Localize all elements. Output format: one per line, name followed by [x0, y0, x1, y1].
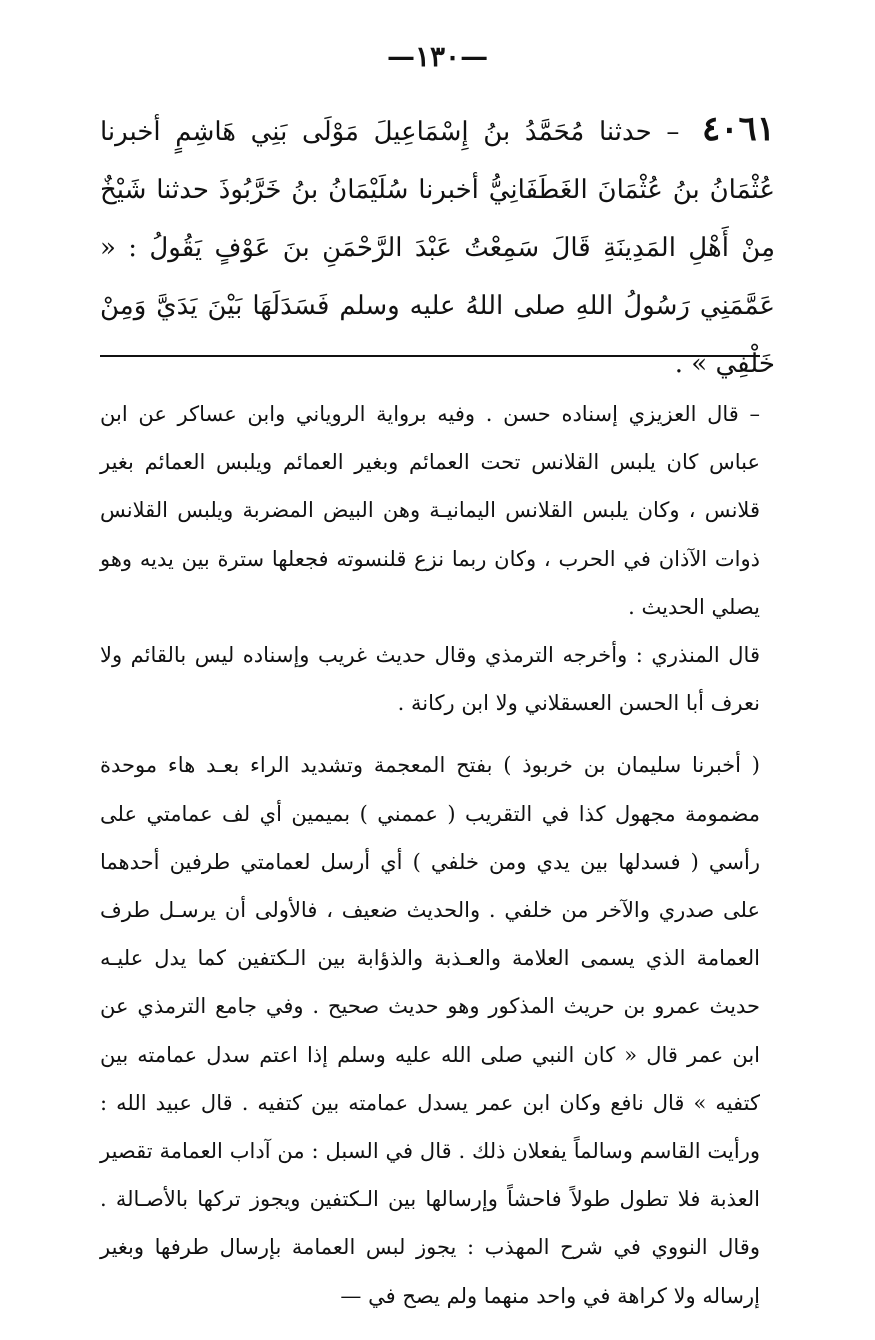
- commentary-paragraph-azizi: – قال العزيزي إسناده حسن . وفيه برواية الروياني وابن عساكر عن ابن عباس كان يلبس القلانس تحت العمائم وبغير العمائم ويلبس العمائم بغير قلانس ، وكان يلبس القلانس اليمانيـة وهن البيض المضربة ويلبس القلانس ذوات الآذان في الحرب ، وكان ربما نزع قلنسوته فجعلها سترة بين يديه وهو يصلي الحديث .: [100, 402, 760, 619]
- commentary-paragraph-explanation: ( أخبرنا سليمان بن خربوذ ) بفتح المعجمة وتشديد الراء بعـد هاء موحدة مضمومة مجهول كذا في التقريب ( عممني ) بميمين أي لف عمامتي على رأسي ( فسدلها بين يدي ومن خلفي ) أي أرسل لعمامتي طرفين أحدهما على صدري والآخر من خلفي . والحديث ضعيف ، فالأولى أن يرسـل طرف العمامة الذي يسمى العلامة والعـذبة والذؤابة بين الـكتفين كما يدل عليـه حديث عمرو بن حريث المذكور وهو حديث صحيح . وفي جامع الترمذي عن ابن عمر قال « كان النبي صلى الله عليه وسلم إذا اعتم سدل عمامته بين كتفيه » قال نافع وكان ابن عمر يسدل عمامته بين كتفيه . قال عبيد الله : ورأيت القاسم وسالماً يفعلان ذلك . قال في السبل : من آداب العمامة تقصير العذبة فلا تطول طولاً فاحشاً وإرسالها بين الـكتفين ويجوز تركها بالأصـالة . وقال النووي في شرح المهذب : يجوز لبس العمامة بإرسال طرفها وبغير إرساله ولا كراهة في واحد منهما ولم يصح في —: [100, 753, 760, 1308]
- page-number: —١٣٠—: [386, 40, 489, 73]
- hadith-text-block: [100, 100, 775, 393]
- footnote-divider: [100, 355, 760, 357]
- commentary-block: [100, 390, 760, 1320]
- hadith-text: – حدثنا مُحَمَّدُ بنُ إِسْمَاعِيلَ مَوْلَى بَنِي هَاشِمٍ أخبرنا عُثْمَانُ بنُ عُثْمَانَ الغَطَفَانِيُّ أخبرنا سُلَيْمَانُ بنُ خَرَّبُوذَ حدثنا شَيْخٌ مِنْ أَهْلِ المَدِينَةِ قَالَ سَمِعْتُ عَبْدَ الرَّحْمَنِ بنَ عَوْفٍ يَقُولُ : « عَمَّمَنِي رَسُولُ اللهِ صلى اللهُ عليه وسلم فَسَدَلَهَا بَيْنَ يَدَيَّ وَمِنْ خَلْفِي » .: [100, 117, 775, 379]
- commentary-paragraph-mundhiri: قال المنذري : وأخرجه الترمذي وقال حديث غريب وإسناده ليس بالقائم ولا نعرف أبا الحسن العسقلاني ولا ابن ركانة .: [100, 643, 760, 716]
- hadith-number: ٤٠٦١: [701, 109, 776, 149]
